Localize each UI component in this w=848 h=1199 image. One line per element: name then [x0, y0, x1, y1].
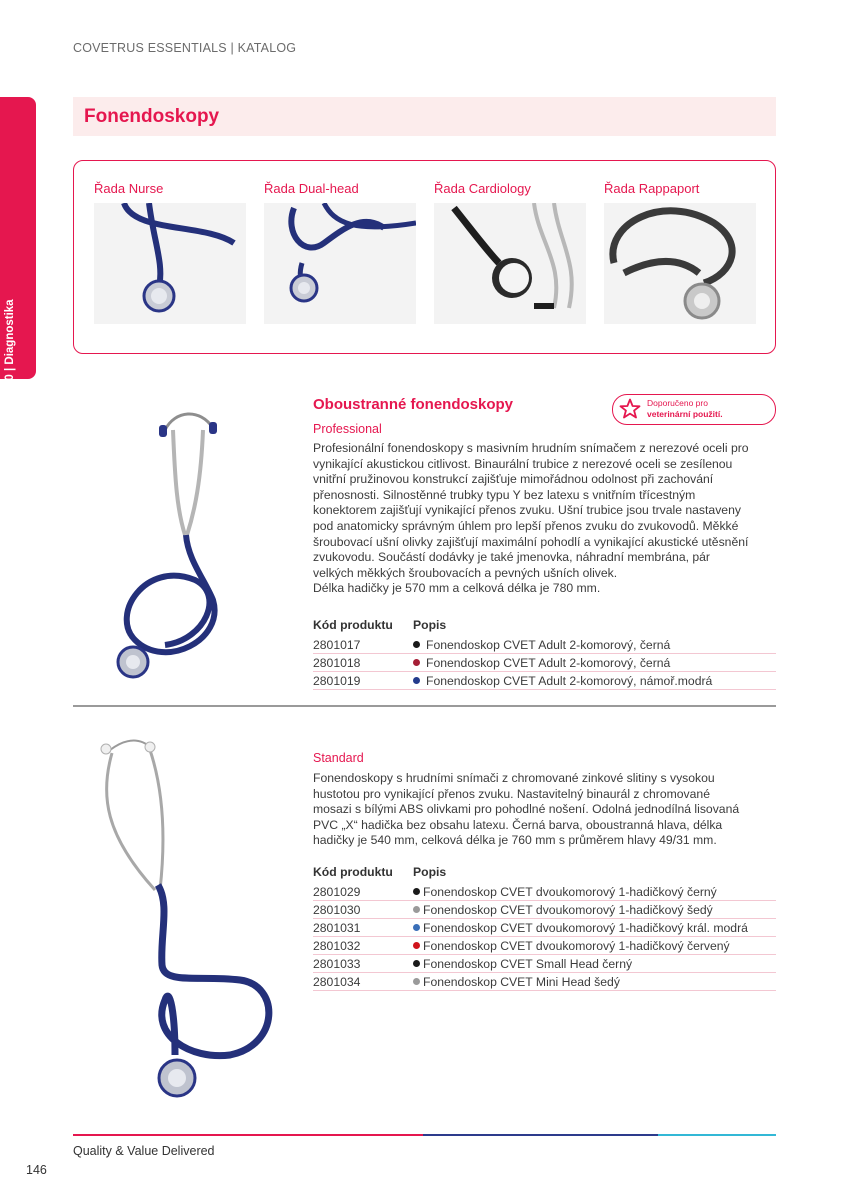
- product-code: 2801032: [313, 938, 361, 953]
- page-number: 146: [26, 1163, 47, 1177]
- product-code: 2801018: [313, 655, 361, 670]
- table-header-code: Kód produktu: [313, 865, 393, 879]
- table-row: [313, 937, 776, 955]
- footer-rule-navy: [423, 1134, 658, 1136]
- series-cardiology-label: Řada Cardiology: [434, 181, 531, 196]
- color-dot-icon: [413, 888, 420, 895]
- standard-line: hadičky je 540 mm, celková délka je 760 mm s průměrem hlavy 49/31 mm.: [313, 833, 717, 848]
- badge-line-2: veterinární použití.: [647, 409, 723, 419]
- product-desc: Fonendoskop CVET Adult 2-komorový, námoř.modrá: [426, 673, 713, 688]
- vet-recommended-badge: [612, 394, 776, 425]
- professional-subtitle: Professional: [313, 422, 382, 436]
- series-cardiology-image: [434, 203, 586, 324]
- table-row: [313, 955, 776, 973]
- table-row: [313, 636, 776, 654]
- product-code: 2801033: [313, 956, 361, 971]
- professional-line: vynikající akustickou citlivost. Binaurální trubice z nerezové oceli se zesílenou: [313, 456, 733, 471]
- badge-text: [647, 398, 723, 420]
- table-header-desc: Popis: [413, 865, 447, 879]
- badge-line-1: Doporučeno pro: [647, 398, 708, 408]
- table-row: [313, 973, 776, 991]
- section-divider: [73, 705, 776, 707]
- product-desc: Fonendoskop CVET Mini Head šedý: [423, 974, 620, 989]
- series-rappaport: [604, 181, 756, 324]
- series-nurse: [94, 181, 246, 324]
- table-header: [313, 618, 776, 636]
- standard-subtitle: Standard: [313, 751, 364, 765]
- series-dual-head-label: Řada Dual-head: [264, 181, 359, 196]
- standard-line: Fonendoskopy s hrudními snímači z chromované zinkové slitiny s vysokou: [313, 771, 715, 785]
- color-dot-icon: [413, 659, 420, 666]
- series-dual-head-image: [264, 203, 416, 324]
- table-header-code: Kód produktu: [313, 618, 393, 632]
- product-desc: Fonendoskop CVET dvoukomorový 1-hadičkový červený: [423, 938, 730, 953]
- professional-line: vnitřní pružinovou konstrukcí zajišťuje mimořádnou odolnost při zachování: [313, 472, 714, 487]
- table-row: [313, 883, 776, 901]
- page-title: Fonendoskopy: [84, 106, 220, 127]
- series-rappaport-label: Řada Rappaport: [604, 181, 700, 196]
- standard-description: [313, 771, 783, 849]
- color-dot-icon: [413, 978, 420, 985]
- series-nurse-label: Řada Nurse: [94, 181, 164, 196]
- product-code: 2801029: [313, 884, 361, 899]
- professional-line: přenosnosti. Silnostěnné trubky typu Y bez latexu s vnitřním třícestným: [313, 487, 696, 502]
- footer-tagline: Quality & Value Delivered: [73, 1144, 215, 1158]
- product-code: 2801017: [313, 637, 361, 652]
- product-desc: Fonendoskop CVET Adult 2-komorový, černá: [426, 637, 671, 652]
- professional-line: velkých měkkých šroubovacích a pevných ušních olivek.: [313, 565, 618, 580]
- professional-product-table: [313, 618, 776, 690]
- professional-line: konektorem zajišťují vynikající přenos zvuku. Ušní trubice jsou trvale nastaveny: [313, 503, 741, 518]
- product-desc: Fonendoskop CVET dvoukomorový 1-hadičkový šedý: [423, 902, 713, 917]
- professional-line: zvukovodu. Součástí dodávky je také jmenovka, náhradní membrána, pár: [313, 550, 710, 565]
- footer-rule-pink: [73, 1134, 423, 1136]
- product-desc: Fonendoskop CVET dvoukomorový 1-hadičkový král. modrá: [423, 920, 748, 935]
- professional-description: [313, 441, 783, 597]
- series-rappaport-image: [604, 203, 756, 324]
- series-nurse-image: [94, 203, 246, 324]
- table-header: [313, 865, 776, 883]
- section-side-tab: [0, 97, 36, 387]
- professional-line: šroubovací ušní olivky zajišťují maximální pohodlí a vynikající akustické utěsnění: [313, 534, 749, 549]
- product-code: 2801030: [313, 902, 361, 917]
- standard-line: mosazi s bílými ABS olivkami pro pohodlné nošení. Odolná jednodílná lisovaná: [313, 802, 740, 817]
- series-cardiology: [434, 181, 586, 324]
- table-row: [313, 654, 776, 672]
- professional-line: Profesionální fonendoskopy s masivním hrudním snímačem z nerezové oceli pro: [313, 441, 749, 455]
- product-code: 2801034: [313, 974, 361, 989]
- color-dot-icon: [413, 641, 420, 648]
- star-icon: [619, 398, 641, 420]
- table-row: [313, 901, 776, 919]
- table-header-desc: Popis: [413, 618, 447, 632]
- standard-line: hustotou pro vynikající přenos zvuku. Nastavitelný binaurál z chromované: [313, 786, 710, 801]
- side-tab-label: 10 | Diagnostika: [4, 299, 16, 387]
- professional-line: pod anatomicky správným úhlem pro lepší přenos zvuku do zvukovodů. Měkké: [313, 518, 739, 533]
- product-code: 2801031: [313, 920, 361, 935]
- catalog-header: COVETRUS ESSENTIALS | KATALOG: [73, 41, 297, 55]
- product-code: 2801019: [313, 673, 361, 688]
- color-dot-icon: [413, 942, 420, 949]
- table-row: [313, 919, 776, 937]
- color-dot-icon: [413, 924, 420, 931]
- professional-line: Délka hadičky je 570 mm a celková délka je 780 mm.: [313, 581, 601, 596]
- color-dot-icon: [413, 906, 420, 913]
- standard-line: PVC „X“ hadička bez obsahu latexu. Černá barva, oboustranná hlava, délka: [313, 817, 723, 832]
- color-dot-icon: [413, 960, 420, 967]
- professional-section-title: Oboustranné fonendoskopy: [313, 396, 514, 413]
- standard-product-table: [313, 865, 776, 991]
- standard-stethoscope-image: [90, 735, 290, 1105]
- footer-rule-cyan: [658, 1134, 776, 1136]
- professional-stethoscope-image: [105, 400, 265, 690]
- product-desc: Fonendoskop CVET Adult 2-komorový, černá: [426, 655, 671, 670]
- product-desc: Fonendoskop CVET dvoukomorový 1-hadičkový černý: [423, 884, 717, 899]
- table-row: [313, 672, 776, 690]
- series-overview-box: [73, 160, 776, 354]
- page-title-band: [73, 97, 776, 136]
- series-dual-head: [264, 181, 416, 324]
- product-desc: Fonendoskop CVET Small Head černý: [423, 956, 633, 971]
- color-dot-icon: [413, 677, 420, 684]
